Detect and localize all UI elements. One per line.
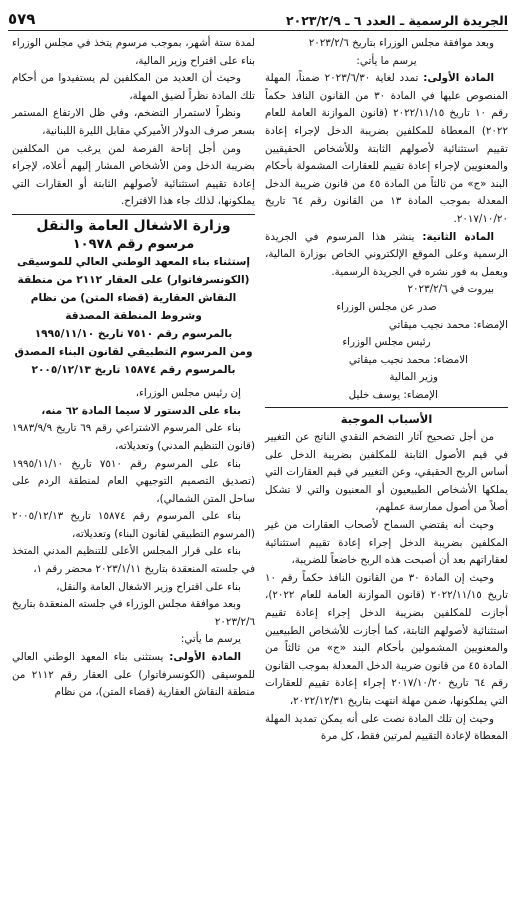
reasons-title: الأسباب الموجبة (340, 412, 433, 427)
pm-title: رئيس مجلس الوزراء (342, 336, 431, 349)
decree-intro: يرسم ما يأتي: (356, 54, 417, 67)
article-2-lead: المادة الثانية: (422, 230, 494, 243)
reason-paragraph-2: وحيث أنه يقتضي السماح لأصحاب العقارات من غير المكلفين بضريبة الدخل إجراء إعادة تقييم استثنائية لعقاراتهم بعد أن أصبحت هذه الربح خاضعاً للضريبة، (265, 519, 508, 567)
article-2-body: ينشر هذا المرسوم في الجريدة الرسمية وعلى الموقع الإلكتروني الخاص بوزارة المالية، ويعمل به فور نشره في الجريدة الرسمية. (265, 230, 508, 278)
preamble-4: بناء على المرسوم رقم ٧٥١٠ تاريخ ١٩٩٥/١١/١٠ (تصديق التصميم التوجيهي العام لمنطقة الردم على ساحل المتن الشمالي)، (12, 457, 255, 505)
section-divider (265, 407, 508, 408)
preamble-7: بناء على اقتراح وزير الاشغال العامة والنقل، (56, 580, 241, 593)
article-2 (265, 229, 508, 282)
article-1-lead: المادة الأولى: (423, 72, 494, 85)
ministry-title: وزارة الاشغال العامة والنقل (36, 217, 231, 234)
preamble-2: بناء على الدستور لا سيما المادة ٦٢ منه، (41, 404, 241, 417)
article-1 (265, 70, 508, 228)
signature-1: الإمضاء: محمد نجيب ميقاتي (388, 318, 508, 331)
reason-paragraph-1: من أجل تصحيح آثار التضخم النقدي الناتج عن التغيير في قيم الأصول الثابتة للمكلفين بضريبة الدخل على أساس الربح الحقيقي، وعن التغيير في قيم العقارات التي يملكها الأشخاص الطبيعيون أو المعنيون والتي لا تشكل أصلاً من أصول ممارسة عملهم، (265, 431, 508, 514)
article-1 (12, 649, 255, 702)
preamble-3: بناء على المرسوم الاشتراعي رقم ٦٩ تاريخ ١٩٨٣/٩/٩ (قانون التنظيم المدني) وتعديلاته، (12, 422, 255, 452)
preamble-5: بناء على المرسوم رقم ١٥٨٧٤ تاريخ ٢٠٠٥/١٢/١٣ (المرسوم التطبيقي لقانون البناء) وتعديلاته، (12, 510, 255, 540)
signature-2: الامضاء: محمد نجيب ميقاتي (348, 353, 468, 366)
article-1-body: يستثنى بناء المعهد الوطني العالي للموسيقى (الكونسرفاتوار) على العقار رقم ٢١١٢ من منطقة النقاش العقارية (قضاء المتن)، من نظام (12, 651, 255, 699)
preamble-8: وبعد موافقة مجلس الوزراء في جلسته المنعقدة بتاريخ ٢٠٢٣/٢/٦ (12, 598, 255, 628)
reason-paragraph-3: وحيث إن المادة ٣٠ من القانون النافذ حكماً رقم ١٠ تاريخ ٢٠٢٢/١١/١٥ (قانون الموازنة العامة للعام ٢٠٢٢)، أجازت للمكلفين بضريبة الدخل إجراء إعادة تقييم استثنائية لأصولهم الثابتة، كما أجازت للأشخاص الطبيعيين والمعنويين المشمولين بأحكام البند «ج» من ثالثاً من المادة ٤٥ من قانون ضريبة الدخل المعدلة بموجب القانون رقم ٦٤ تاريخ ٢٠١٧/١٠/٢٠ إجراء إعادة تقييم للعقارات التي يملكونها، ضمن مهلة انتهت بتاريخ ٢٠٢٢/١٢/٣١، (265, 571, 508, 707)
continued-paragraph: لمدة ستة أشهر، بموجب مرسوم يتخذ في مجلس الوزراء بناء على اقتراح وزير المالية، (12, 37, 255, 67)
page-number: ٥٧٩ (8, 10, 36, 28)
decree-title-ref-2: ومن المرسوم التطبيقي لقانون البناء المصدق (14, 346, 253, 359)
issuer-line: صدر عن مجلس الوزراء (336, 300, 437, 313)
preamble-1: إن رئيس مجلس الوزراء، (135, 387, 241, 400)
decree-number: مرسوم رقم ١٠٩٧٨ (72, 236, 195, 252)
reason-paragraph-4: وحيث إن تلك المادة نصت على أنه يمكن تمديد المهلة المعطاة لإعادة التقييم لمرتين فقط، كل مرة (265, 712, 508, 743)
paragraph-2: وحيث أن العديد من المكلفين لم يستفيدوا من أحكام تلك المادة نظراً لضيق المهلة، (12, 72, 255, 102)
article-1-lead: المادة الأولى: (169, 651, 241, 664)
article-1-body: تمدد لغاية ٢٠٢٣/٦/٣٠ ضمناً، المهلة المنصوص عليها في المادة ٣٠ من القانون النافذ حكماً رقم ١٠ تاريخ ٢٠٢٢/١١/١٥ (قانون الموازنة العامة للعام ٢٠٢٢) المعطاة للمكلفين بضريبة الدخل لإجراء إعادة تقييم استثنائية لأصولهم الثابتة وللأشخاص الحقيقيين والمعنويين لإجراء إعادة تقييم للعقارات المشمولة بأحكام البند «ج» من ثالثاً من المادة ٤٥ من قانون ضريبة الدخل المعدلة بموجب المادة ١٣ من القانون رقم ٦٤ تاريخ ٢٠١٧/١٠/٢٠. (265, 72, 508, 225)
approval-line: وبعد موافقة مجلس الوزراء بتاريخ ٢٠٢٣/٢/٦ (308, 37, 494, 49)
decree-title: إستثناء بناء المعهد الوطني العالي للموسيقى (الكونسرفاتوار) على العقار ٢١١٢ من منطقة النقاش العقارية (قضاء المتن) من نظام وشروط المنطقة المصدقة (16, 256, 251, 323)
right-column (265, 35, 508, 746)
left-column (12, 35, 255, 746)
paragraph-4: ومن أجل إتاحة الفرصة لمن يرغب من المكلفين بضريبة الدخل ومن الأشخاص المشار إليهم أعلاه، لإجراء إعادة تقييم استثنائية لأصولهم الثابتة أو العقارات التي يملكونها، لذلك جاء هذا الاقتراح. (12, 142, 255, 208)
preamble-6: بناء على قرار المجلس الأعلى للتنظيم المدني المتخذ في جلسته المنعقدة بتاريخ ٢٠٢٣/١/١١ محضر رقم ١، (12, 545, 255, 576)
signature-3: الإمضاء: يوسف خليل (348, 388, 438, 401)
decree-intro: يرسم ما يأتي: (180, 633, 241, 646)
paragraph-3: ونظراً لاستمرار التضخم، وفي ظل الارتفاع المستمر بسعر صرف الدولار الأميركي مقابل الليرة اللبنانية، (12, 107, 255, 137)
gazette-title: الجريدة الرسمية ـ العدد ٦ ـ ٢٠٢٣/٢/٩ (285, 13, 508, 28)
decree-title-ref-1: بالمرسوم رقم ٧٥١٠ تاريخ ١٩٩٥/١١/١٠ (34, 328, 233, 341)
columns (8, 35, 508, 746)
decree-title-ref-3: بالمرسوم رقم ١٥٨٧٤ تاريخ ٢٠٠٥/١٢/١٣ (31, 364, 236, 377)
finance-minister-title: وزير المالية (389, 371, 438, 384)
section-divider (12, 214, 255, 215)
date-line: بيروت في ٢٠٢٣/٢/٦ (407, 283, 494, 296)
page-header (8, 6, 508, 31)
